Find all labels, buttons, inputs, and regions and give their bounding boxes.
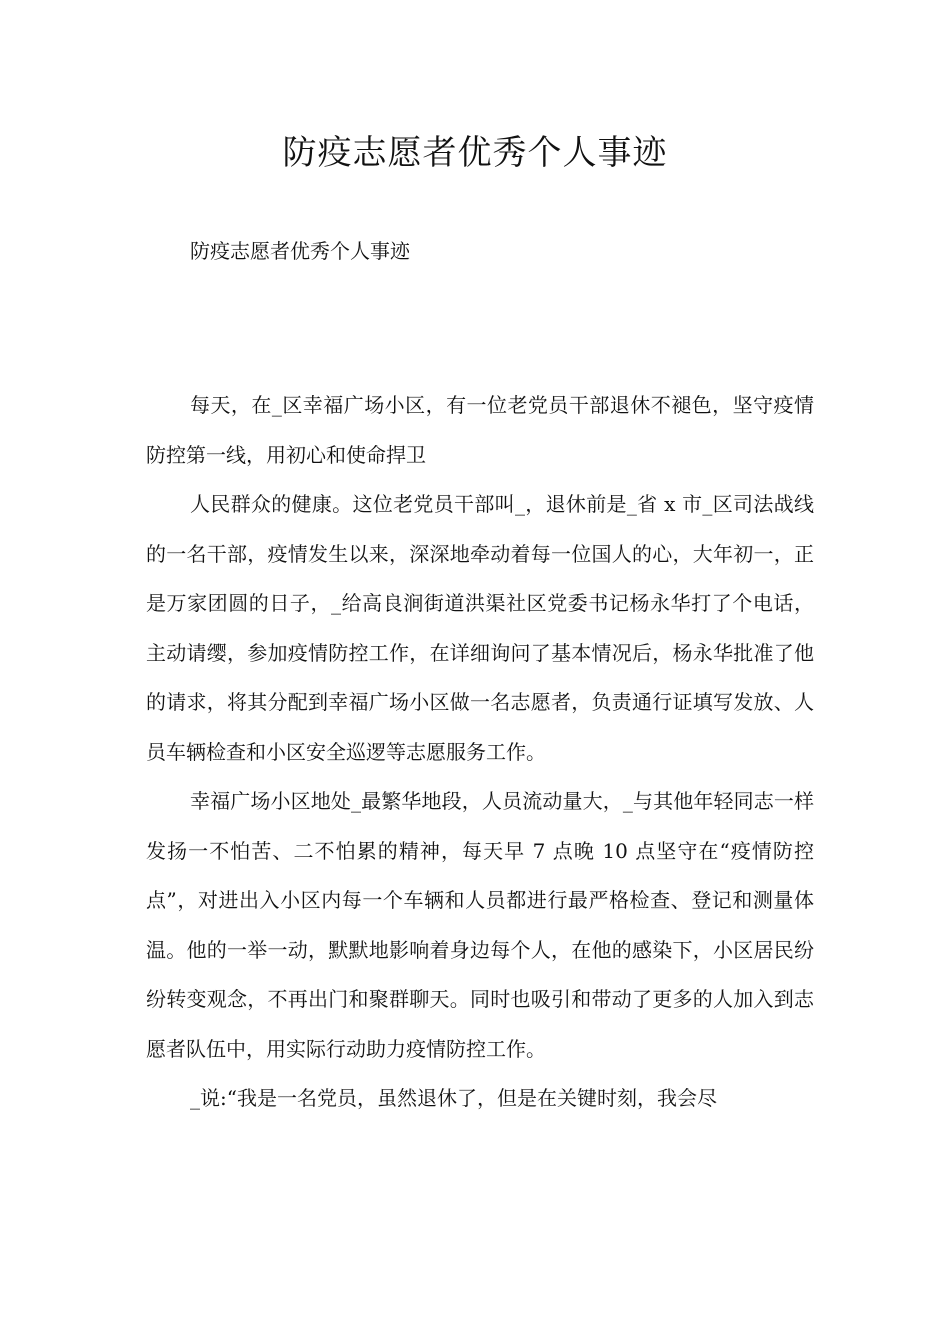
paragraph-3: 幸福广场小区地处_最繁华地段，人员流动量大，_与其他年轻同志一样发扬一不怕苦、二不怕累的精神，每天早 7 点晚 10 点坚守在“疫情防控点”，对进出入小区内每一个车辆和人员都进行最严格检查、登记和测量体温。他的一举一动，默默地影响着身边每个人，在他的感染下，小区居民纷纷转变观念，不再出门和聚群聊天。同时也吸引和带动了更多的人加入到志愿者队伍中，用实际行动助力疫情防控工作。: [146, 789, 814, 1061]
paragraph-1: 每天，在_区幸福广场小区，有一位老党员干部退休不褪色，坚守疫情防控第一线，用初心和使命捍卫: [146, 393, 814, 467]
paragraph-4: _说:“我是一名党员，虽然退休了，但是在关键时刻，我会尽: [190, 1086, 717, 1110]
document-subtitle: 防疫志愿者优秀个人事迹: [190, 239, 410, 263]
document-title: 防疫志愿者优秀个人事迹: [282, 133, 668, 173]
document-body: [146, 381, 814, 1124]
paragraph-2: 人民群众的健康。这位老党员干部叫_，退休前是_省 x 市_区司法战线的一名干部，疫情发生以来，深深地牵动着每一位国人的心，大年初一，正是万家团圆的日子，_给高良涧街道洪渠社区党委书记杨永华打了个电话，主动请缨，参加疫情防控工作，在详细询问了基本情况后，杨永华批准了他的请求，将其分配到幸福广场小区做一名志愿者，负责通行证填写发放、人员车辆检查和小区安全巡逻等志愿服务工作。: [146, 492, 814, 764]
